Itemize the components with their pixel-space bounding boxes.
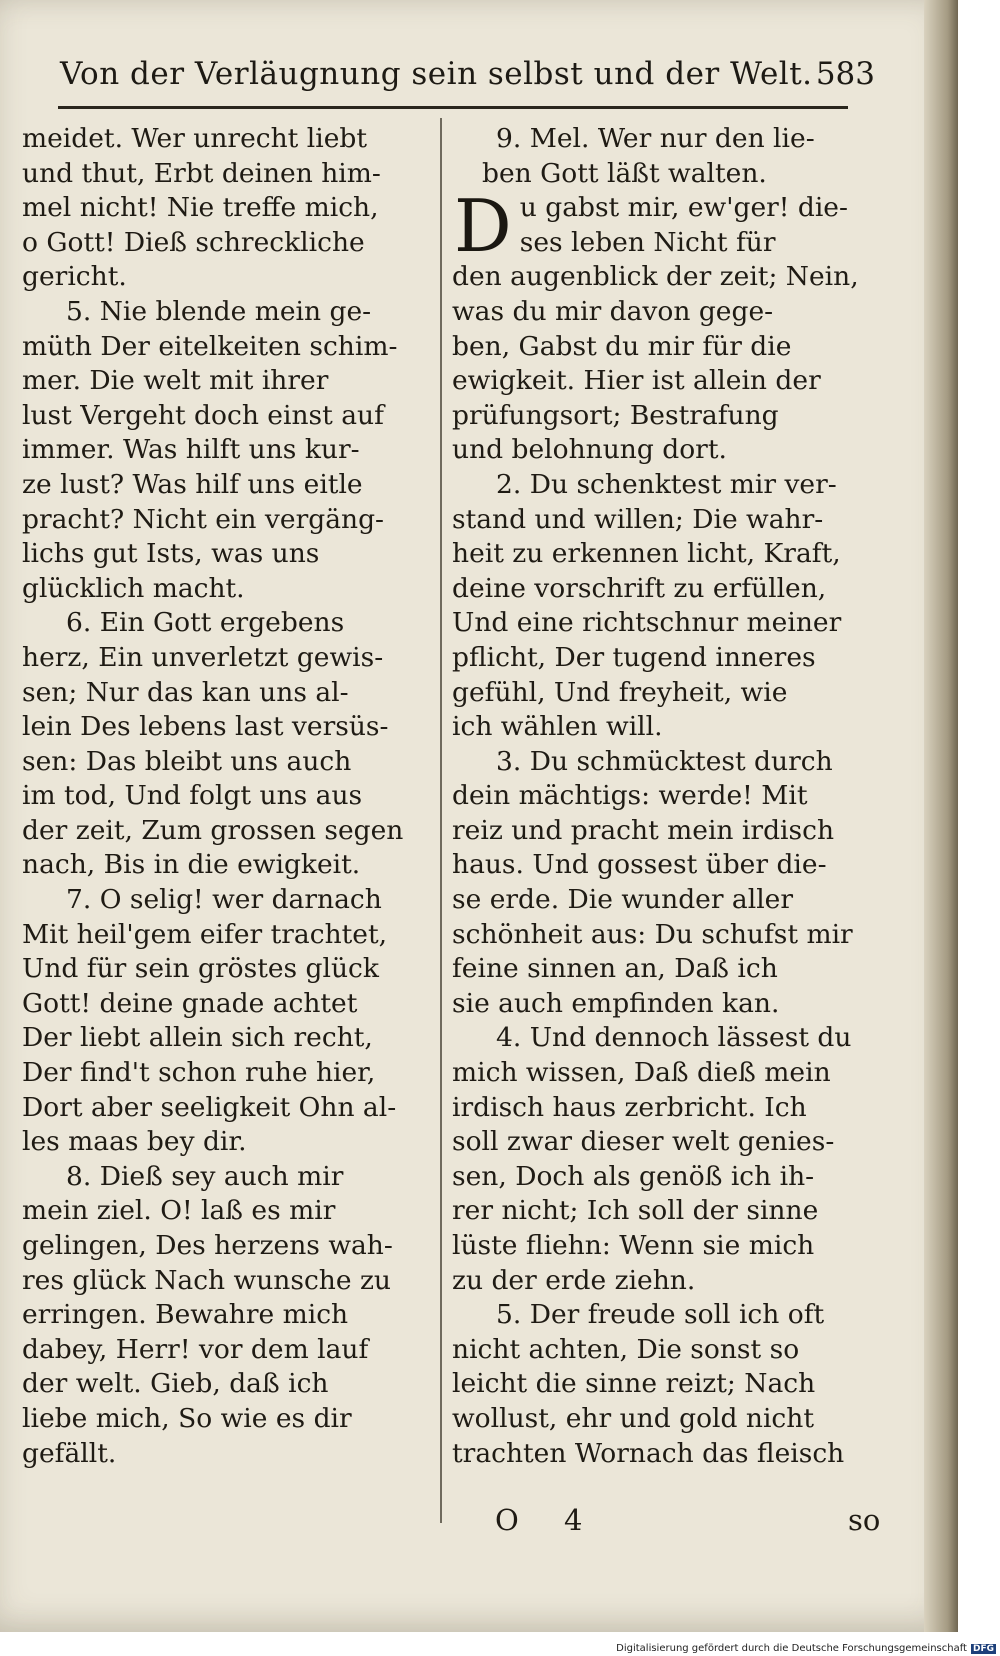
text-line: nicht achten, Die sonst so bbox=[452, 1333, 800, 1365]
text-line: prüfungsort; Bestrafung bbox=[452, 399, 779, 431]
text-line: mer. Die welt mit ihrer bbox=[22, 365, 329, 397]
text-line: feine sinnen an, Daß ich bbox=[452, 953, 778, 985]
text-line: glücklich macht. bbox=[22, 572, 245, 604]
text-line: nach, Bis in die ewigkeit. bbox=[22, 849, 361, 881]
text-line: gelingen, Des herzens wah- bbox=[22, 1230, 393, 1261]
verse-start-3: 3. Du schmücktest durch bbox=[496, 745, 833, 777]
text-line: gericht. bbox=[22, 261, 127, 293]
text-line: rer nicht; Ich soll der sinne bbox=[452, 1195, 819, 1227]
text-line: irdisch haus zerbricht. Ich bbox=[452, 1091, 807, 1123]
text-line: immer. Was hilft uns kur- bbox=[22, 434, 360, 466]
signature-mark: O 4 bbox=[495, 1503, 601, 1537]
text-line: reiz und pracht mein irdisch bbox=[452, 814, 835, 846]
verse-start-2: 2. Du schenktest mir ver- bbox=[496, 468, 837, 500]
text-line: Dort aber seeligkeit Ohn al- bbox=[22, 1091, 397, 1123]
text-line: res glück Nach wunsche zu bbox=[22, 1264, 391, 1296]
text-line: ses leben Nicht für bbox=[519, 226, 776, 258]
running-head bbox=[60, 56, 875, 102]
hymn-tune: ben Gott läßt walten. bbox=[482, 157, 767, 189]
text-line: ben, Gabst du mir für die bbox=[452, 330, 792, 362]
text-line: pflicht, Der tugend inneres bbox=[452, 641, 816, 673]
text-line: gefällt. bbox=[22, 1437, 117, 1469]
running-head-title: Von der Verläugnung sein selbst und der Welt. bbox=[60, 56, 813, 92]
text-line: und thut, Erbt deinen him- bbox=[22, 157, 381, 189]
text-line: lust Vergeht doch einst auf bbox=[22, 399, 384, 431]
text-line: schönheit aus: Du schufst mir bbox=[452, 918, 853, 950]
verse-start-4: 4. Und dennoch lässest du bbox=[496, 1022, 852, 1054]
verse-start-7: 7. O selig! wer darnach bbox=[66, 884, 382, 916]
text-line: sen: Das bleibt uns auch bbox=[22, 745, 352, 777]
text-line: was du mir davon gege- bbox=[452, 295, 774, 327]
text-line: den augenblick der zeit; Nein, bbox=[452, 261, 859, 293]
catchword: so bbox=[848, 1503, 881, 1537]
text-line: ewigkeit. Hier ist allein der bbox=[452, 365, 821, 397]
digitization-credit bbox=[616, 1643, 996, 1654]
verse-start-8: 8. Dieß sey auch mir bbox=[66, 1160, 344, 1192]
text-line: dabey, Herr! vor dem lauf bbox=[22, 1333, 369, 1365]
text-line: liebe mich, So wie es dir bbox=[22, 1402, 352, 1434]
page-number: 583 bbox=[815, 56, 875, 92]
text-line: der welt. Gieb, daß ich bbox=[22, 1368, 329, 1400]
text-line: trachten Wornach das fleisch bbox=[452, 1437, 845, 1469]
verse-start-5-right: 5. Der freude soll ich oft bbox=[496, 1299, 825, 1331]
header-rule bbox=[58, 106, 848, 109]
text-line: lichs gut Ists, was uns bbox=[22, 538, 320, 570]
text-line: pracht? Nicht ein vergäng- bbox=[22, 503, 384, 535]
page-footer bbox=[0, 1503, 958, 1543]
page-edge bbox=[924, 0, 958, 1632]
text-line: stand und willen; Die wahr- bbox=[452, 503, 824, 535]
text-line: und belohnung dort. bbox=[452, 434, 727, 466]
text-line: gefühl, Und freyheit, wie bbox=[452, 676, 788, 708]
text-line: müth Der eitelkeiten schim- bbox=[22, 330, 398, 362]
text-line: herz, Ein unverletzt gewis- bbox=[22, 641, 384, 673]
text-line: ze lust? Was hilf uns eitle bbox=[22, 468, 363, 500]
dfg-logo: DFG bbox=[972, 1643, 994, 1654]
credit-text: Digitalisierung gefördert durch die Deutsche Forschungsgemeinschaft bbox=[616, 1643, 967, 1654]
text-line: Mit heil'gem eifer trachtet, bbox=[22, 918, 388, 950]
text-line: mein ziel. O! laß es mir bbox=[22, 1195, 336, 1227]
text-line: sen; Nur das kan uns al- bbox=[22, 676, 349, 708]
text-line: dein mächtigs: werde! Mit bbox=[452, 780, 808, 812]
text-line: se erde. Die wunder aller bbox=[452, 884, 794, 916]
text-line: Und eine richtschnur meiner bbox=[452, 607, 842, 639]
verse-start-6: 6. Ein Gott ergebens bbox=[66, 607, 345, 639]
text-line: im tod, Und folgt uns aus bbox=[22, 780, 363, 812]
hymn-heading: 9. Mel. Wer nur den lie- bbox=[496, 123, 815, 154]
text-line: Der find't schon ruhe hier, bbox=[22, 1057, 376, 1089]
text-line: u gabst mir, ew'ger! die- bbox=[519, 192, 848, 224]
text-line: Und für sein gröstes glück bbox=[22, 953, 379, 985]
text-line: o Gott! Dieß schreckliche bbox=[22, 226, 365, 258]
text-line: mich wissen, Daß dieß mein bbox=[452, 1057, 831, 1089]
text-line: wollust, ehr und gold nicht bbox=[452, 1402, 814, 1434]
text-line: les maas bey dir. bbox=[22, 1126, 247, 1158]
dropcap-letter: D bbox=[454, 184, 512, 269]
text-line: sen, Doch als genöß ich ih- bbox=[452, 1160, 815, 1192]
text-line: lüste fliehn: Wenn sie mich bbox=[452, 1230, 815, 1261]
text-line: Gott! deine gnade achtet bbox=[22, 987, 358, 1019]
text-line: sie auch empfinden kan. bbox=[452, 987, 780, 1019]
text-line: soll zwar dieser welt genies- bbox=[452, 1126, 835, 1158]
text-line: erringen. Bewahre mich bbox=[22, 1299, 349, 1331]
text-line: ich wählen will. bbox=[452, 711, 663, 743]
text-line: deine vorschrift zu erfüllen, bbox=[452, 572, 827, 604]
right-column bbox=[452, 122, 862, 1471]
left-column bbox=[22, 122, 440, 1471]
dropcap-block bbox=[452, 184, 862, 269]
text-line: haus. Und gossest über die- bbox=[452, 849, 827, 881]
text-line: lein Des lebens last versüs- bbox=[22, 711, 389, 743]
text-line: zu der erde ziehn. bbox=[452, 1264, 696, 1296]
text-line: leicht die sinne reizt; Nach bbox=[452, 1368, 816, 1400]
verse-start-5: 5. Nie blende mein ge- bbox=[66, 295, 372, 327]
text-line: Der liebt allein sich recht, bbox=[22, 1022, 373, 1054]
text-line: heit zu erkennen licht, Kraft, bbox=[452, 538, 841, 570]
text-line: der zeit, Zum grossen segen bbox=[22, 814, 404, 846]
text-line: mel nicht! Nie treffe mich, bbox=[22, 192, 379, 224]
text-line: meidet. Wer unrecht liebt bbox=[22, 123, 367, 154]
column-divider bbox=[440, 118, 442, 1523]
